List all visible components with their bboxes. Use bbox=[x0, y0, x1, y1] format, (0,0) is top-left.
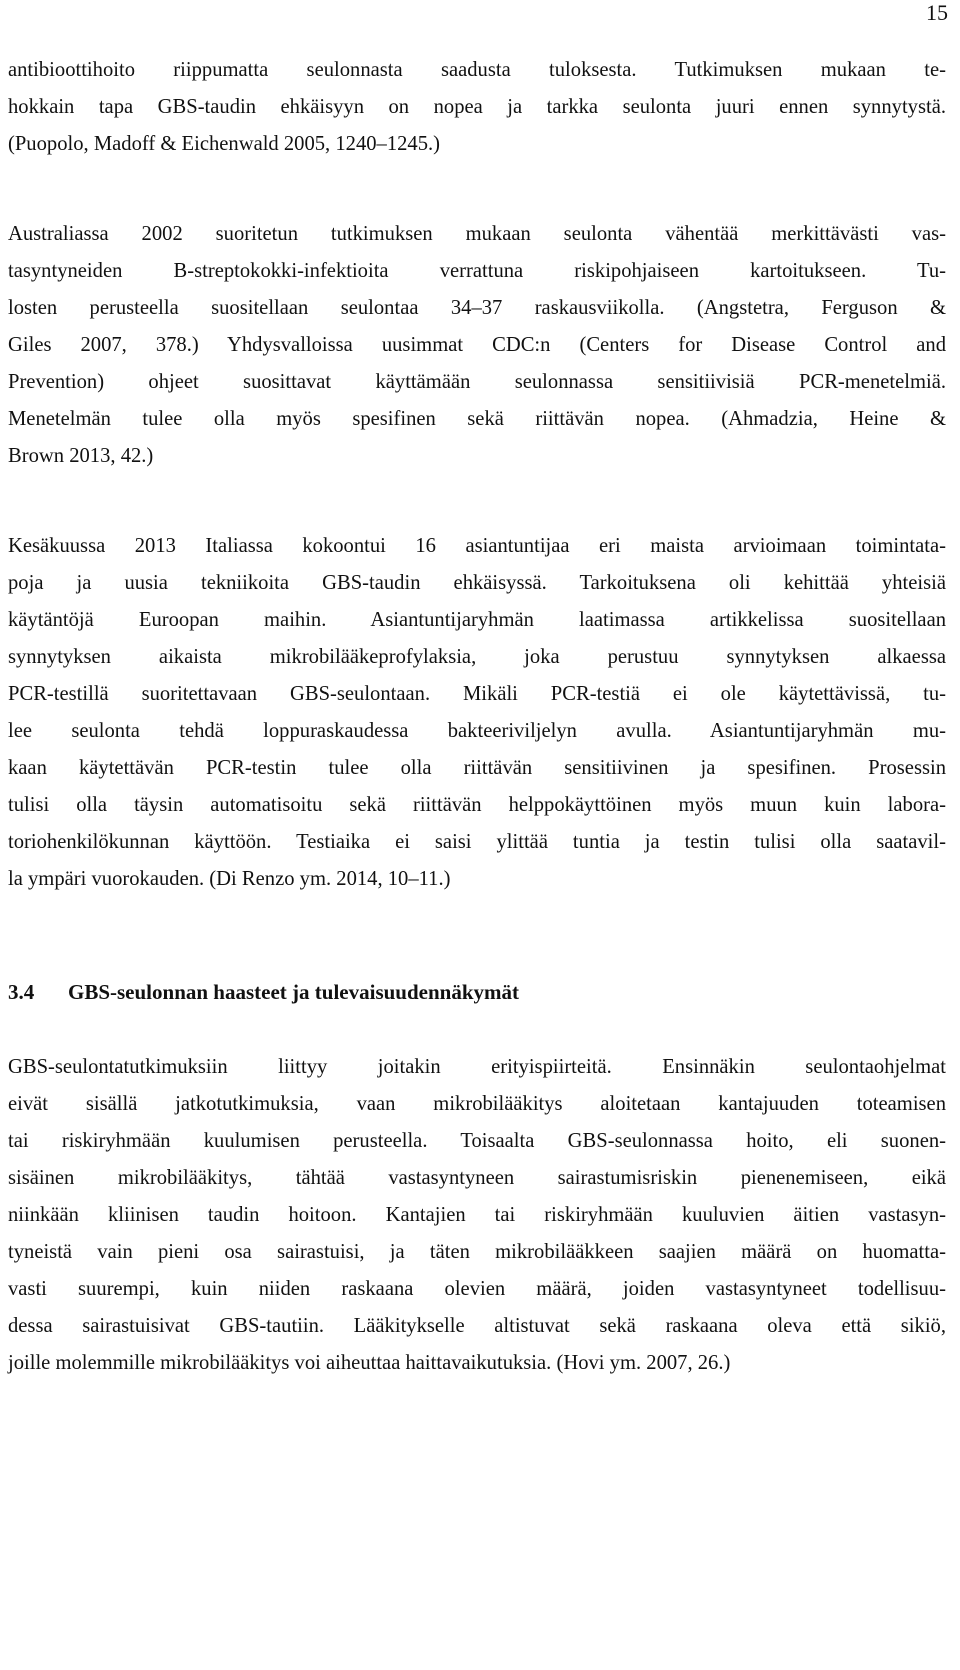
page-number: 15 bbox=[926, 0, 948, 25]
paragraph-line: joille molemmille mikrobilääkitys voi aiheuttaa haittavaikutuksia. (Hovi ym. 2007, 26.) bbox=[8, 1352, 731, 1374]
paragraph-line: kaan käytettävän PCR-testin tulee olla riittävän sensitiivinen ja spesifinen. Prosessin bbox=[8, 757, 946, 779]
paragraph-line: käytäntöjä Euroopan maihin. Asiantuntijaryhmän laatimassa artikkelissa suositellaan bbox=[8, 609, 946, 631]
paragraph-line: Prevention) ohjeet suosittavat käyttämään seulonnassa sensitiivisiä PCR-menetelmiä. bbox=[8, 371, 946, 393]
paragraph-line: synnytyksen aikaista mikrobilääkeprofylaksia, joka perustuu synnytyksen alkaessa bbox=[8, 646, 946, 668]
section-title: GBS-seulonnan haasteet ja tulevaisuudennäkymät bbox=[68, 980, 519, 1004]
paragraph-line: la ympäri vuorokauden. (Di Renzo ym. 2014, 10–11.) bbox=[8, 868, 451, 890]
paragraph-line: toriohenkilökunnan käyttöön. Testiaika ei saisi ylittää tuntia ja testin tulisi olla saatavil- bbox=[8, 831, 946, 853]
paragraph-line: dessa sairastuisivat GBS-tautiin. Lääkitykselle altistuvat sekä raskaana oleva että sikiö, bbox=[8, 1315, 946, 1337]
paragraph-line: Giles 2007, 378.) Yhdysvalloissa uusimmat CDC:n (Centers for Disease Control and bbox=[8, 334, 946, 356]
paragraph-line: PCR-testillä suoritettavaan GBS-seulontaan. Mikäli PCR-testiä ei ole käytettävissä, tu- bbox=[8, 683, 946, 705]
paragraph-line: tai riskiryhmään kuulumisen perusteella. Toisaalta GBS-seulonnassa hoito, eli suonen- bbox=[8, 1130, 946, 1152]
paragraph-line: (Puopolo, Madoff & Eichenwald 2005, 1240–1245.) bbox=[8, 133, 441, 155]
paragraph-line: Australiassa 2002 suoritetun tutkimuksen mukaan seulonta vähentää merkittävästi vas- bbox=[8, 223, 946, 245]
paragraph-line: eivät sisällä jatkotutkimuksia, vaan mikrobilääkitys aloitetaan kantajuuden toteamisen bbox=[8, 1093, 946, 1115]
paragraph-line: Kesäkuussa 2013 Italiassa kokoontui 16 asiantuntijaa eri maista arvioimaan toimintata- bbox=[8, 535, 946, 557]
section-heading bbox=[8, 974, 946, 1011]
paragraph-1 bbox=[8, 52, 946, 163]
paragraph-line: tasyntyneiden B-streptokokki-infektioita verrattuna riskipohjaiseen kartoitukseen. Tu- bbox=[8, 260, 946, 282]
paragraph-line: sisäinen mikrobilääkitys, tähtää vastasyntyneen sairastumisriskin pienenemiseen, eikä bbox=[8, 1167, 946, 1189]
paragraph-3 bbox=[8, 528, 946, 898]
paragraph-line: GBS-seulontatutkimuksiin liittyy joitakin erityispiirteitä. Ensinnäkin seulontaohjelmat bbox=[8, 1056, 946, 1078]
paragraph-line: Brown 2013, 42.) bbox=[8, 445, 154, 467]
section-number: 3.4 bbox=[8, 980, 35, 1004]
paragraph-line: niinkään kliinisen taudin hoitoon. Kantajien tai riskiryhmään kuuluvien äitien vastasyn- bbox=[8, 1204, 946, 1226]
paragraph-4 bbox=[8, 1049, 946, 1382]
paragraph-line: hokkain tapa GBS-taudin ehkäisyyn on nopea ja tarkka seulonta juuri ennen synnytystä. bbox=[8, 96, 946, 118]
paragraph-line: poja ja uusia tekniikoita GBS-taudin ehkäisyssä. Tarkoituksena oli kehittää yhteisiä bbox=[8, 572, 946, 594]
paragraph-line: tyneistä vain pieni osa sairastuisi, ja täten mikrobilääkkeen saajien määrä on huomatta- bbox=[8, 1241, 946, 1263]
paragraph-line: vasti suurempi, kuin niiden raskaana olevien määrä, joiden vastasyntyneet todellisuu- bbox=[8, 1278, 946, 1300]
paragraph-line: antibioottihoito riippumatta seulonnasta saadusta tuloksesta. Tutkimuksen mukaan te- bbox=[8, 59, 946, 81]
paragraph-line: Menetelmän tulee olla myös spesifinen sekä riittävän nopea. (Ahmadzia, Heine & bbox=[8, 408, 946, 430]
paragraph-2 bbox=[8, 216, 946, 475]
paragraph-line: tulisi olla täysin automatisoitu sekä riittävän helppokäyttöinen myös muun kuin labora- bbox=[8, 794, 946, 816]
document-body bbox=[8, 52, 946, 1382]
paragraph-line: lee seulonta tehdä loppuraskaudessa bakteeriviljelyn avulla. Asiantuntijaryhmän mu- bbox=[8, 720, 946, 742]
paragraph-line: losten perusteella suositellaan seulontaa 34–37 raskausviikolla. (Angstetra, Ferguson & bbox=[8, 297, 946, 319]
